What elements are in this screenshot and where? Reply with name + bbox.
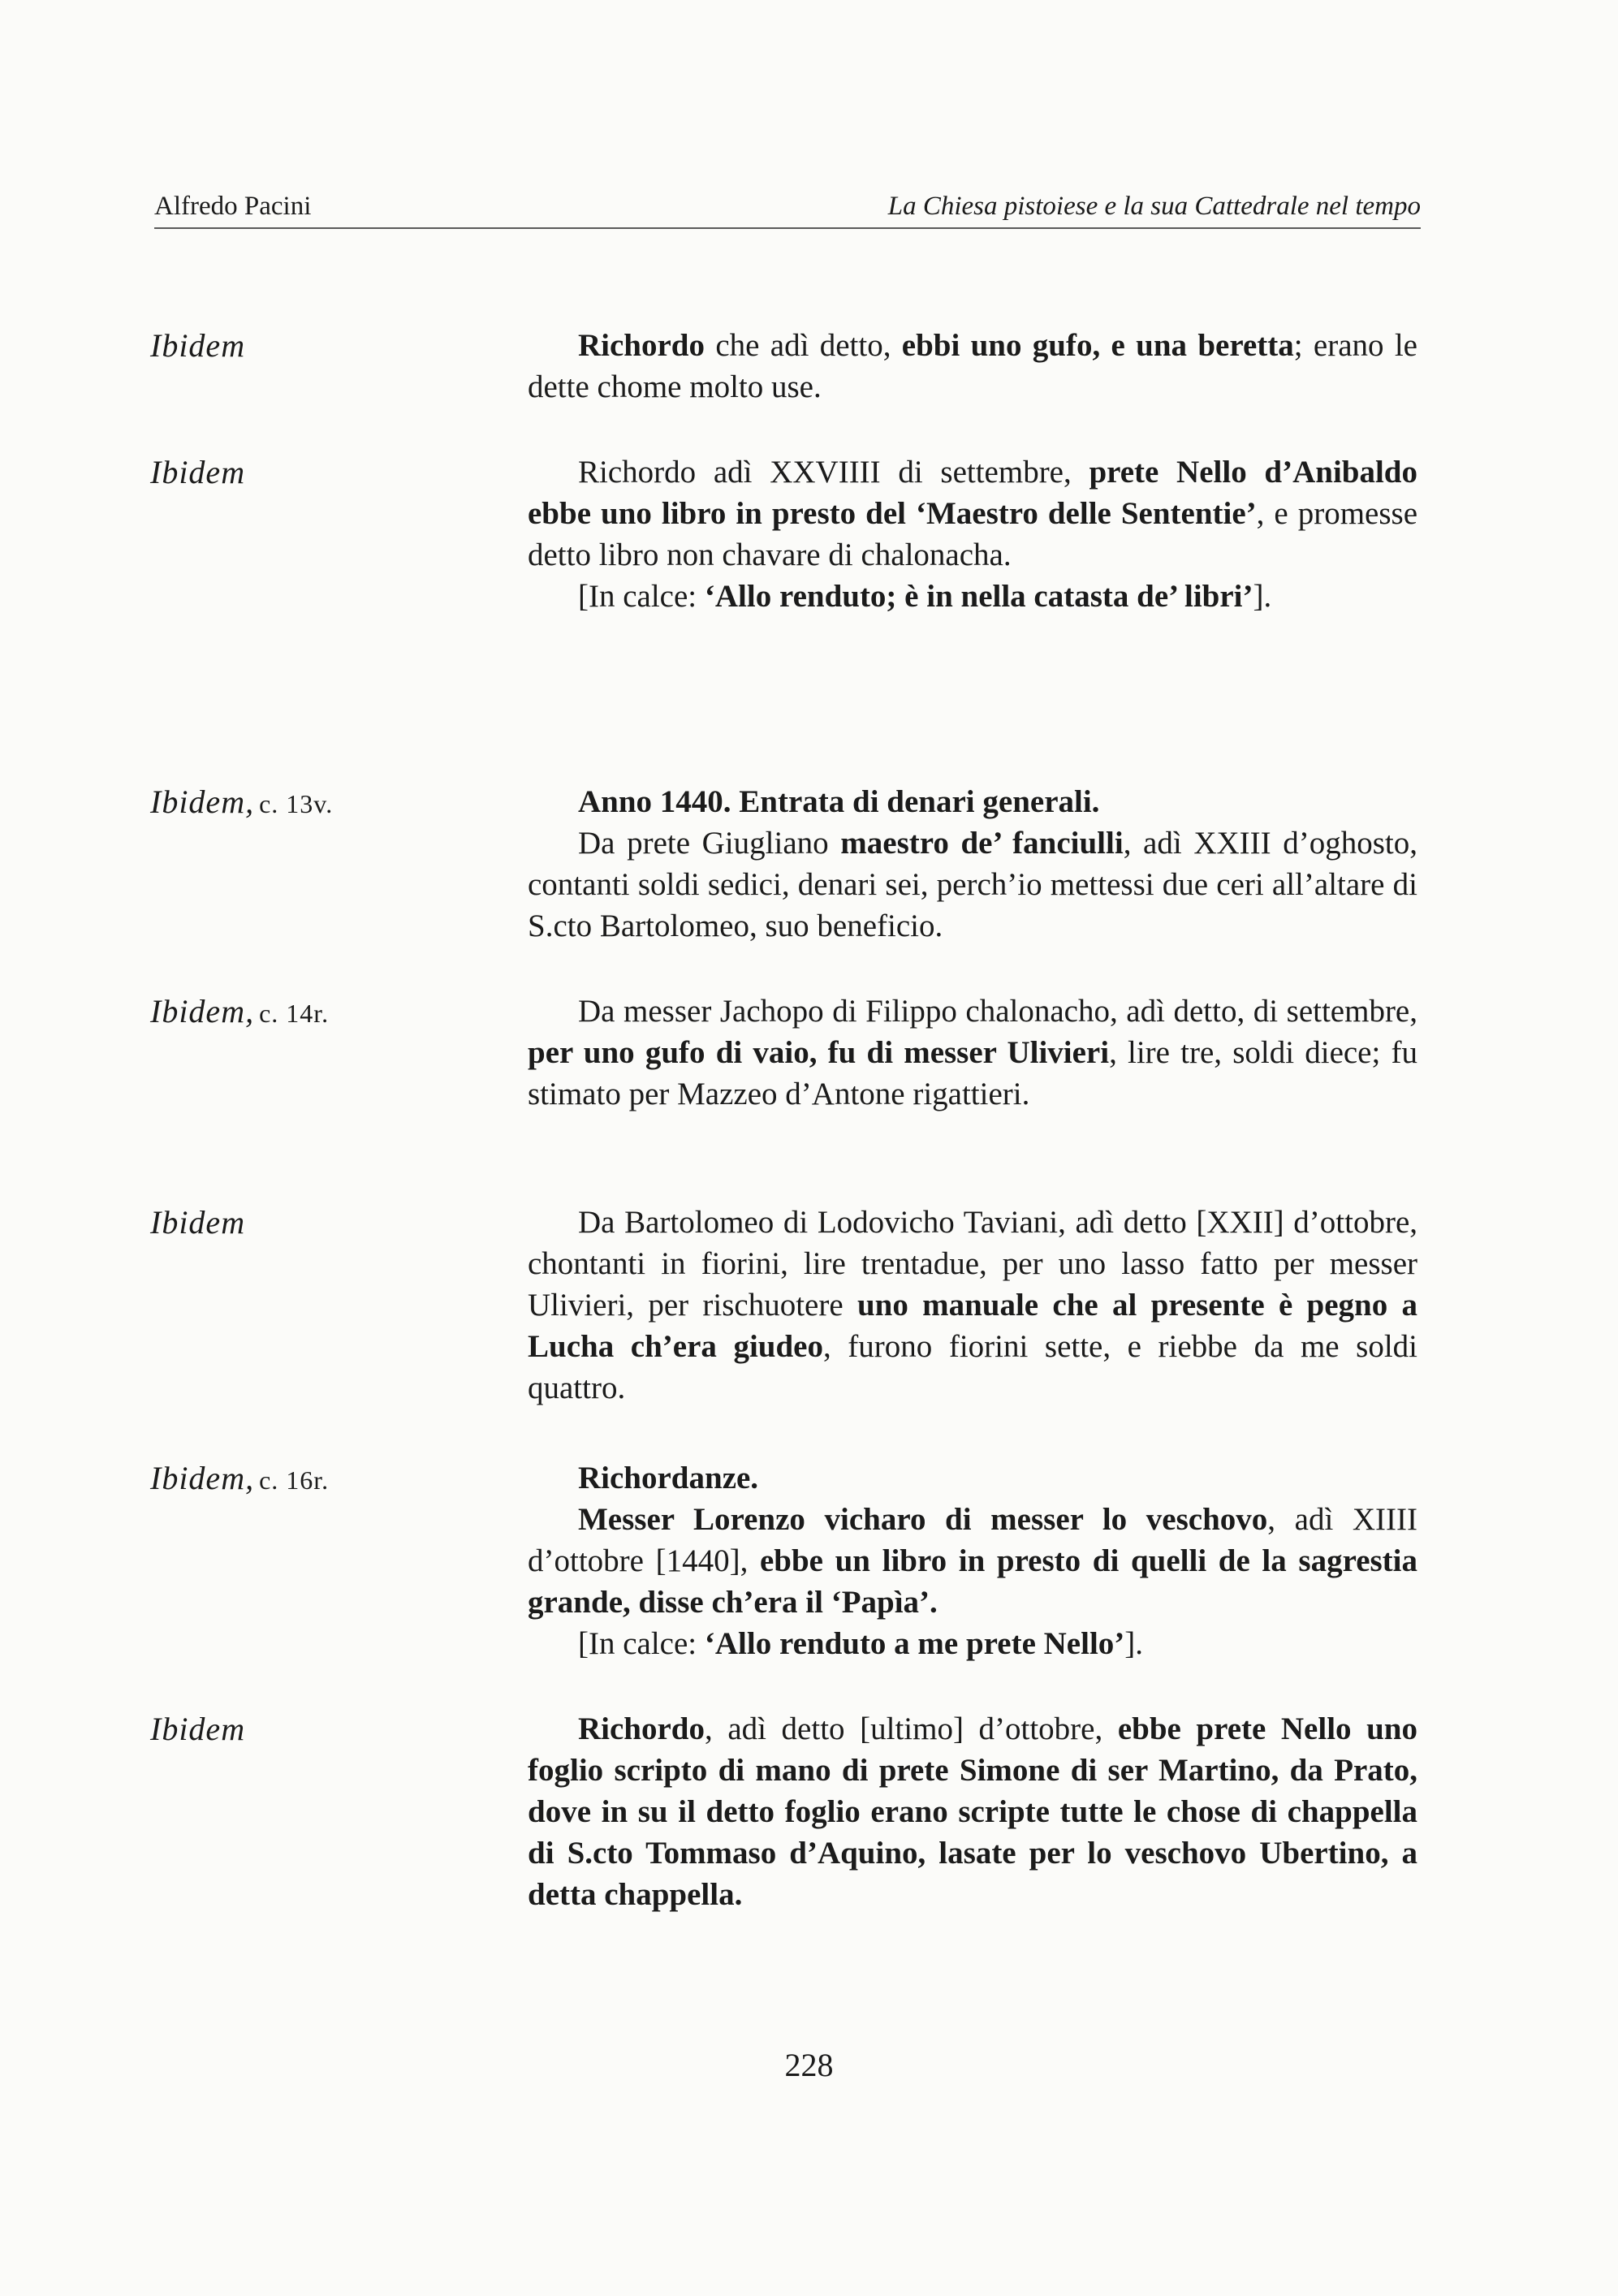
- text-segment: , furono fiorini sette, e riebbe da me soldi quattro.: [528, 1329, 1418, 1405]
- entry-citation: [150, 451, 491, 494]
- text-segment: , adì XXIII d’oghosto, contanti soldi sedici, denari sei, perch’io mettessi due ceri all’altare di S.cto Bartolomeo, suo beneficio.: [528, 826, 1417, 943]
- citation-source: Ibidem,: [150, 1460, 255, 1496]
- citation-folio: c. 13v.: [259, 789, 334, 818]
- entry-paragraph: [528, 1202, 1417, 1409]
- text-segment: Da prete Giugliano: [578, 826, 841, 861]
- text-segment: , e promesse detto libro non chavare di chalonacha.: [528, 496, 1417, 572]
- entry-paragraph: [528, 1708, 1417, 1915]
- entry-note: [528, 576, 1417, 617]
- entry-paragraph: [528, 325, 1417, 408]
- entry-paragraph: [528, 990, 1417, 1115]
- entry-text: [528, 1708, 1417, 1915]
- entry-text: [528, 1202, 1417, 1409]
- text-segment: Richordo: [578, 328, 705, 363]
- entry-text: [528, 1457, 1417, 1664]
- entry-paragraph: [528, 451, 1417, 576]
- entry-citation: [150, 781, 491, 825]
- entry-heading: Richordanze.: [578, 1461, 759, 1495]
- text-segment: , lire tre, soldi diece; fu stimato per Mazzeo d’Antone rigattieri.: [528, 1035, 1417, 1111]
- text-segment: Richordo: [578, 1711, 705, 1746]
- note-quote: ‘Allo renduto a me prete Nello’: [704, 1626, 1125, 1661]
- citation-source: Ibidem,: [150, 993, 255, 1029]
- entry-text: [528, 781, 1417, 947]
- text-segment: ebbe un libro in presto di quelli de la sagrestia grande, disse ch’era il ‘Papìa’.: [528, 1543, 1418, 1620]
- entry-citation: [150, 325, 491, 367]
- text-segment: , adì XIIII d’ottobre [1440],: [528, 1502, 1417, 1578]
- citation-source: Ibidem: [150, 454, 246, 490]
- page-number: 228: [784, 2047, 834, 2083]
- running-head-book-title: La Chiesa pistoiese e la sua Cattedrale nel tempo: [887, 192, 1421, 221]
- text-segment: ebbe prete Nello uno foglio scripto di mano di prete Simone di ser Martino, da Prato, dove in su il detto foglio erano scripte tutte le chose di chappella di S.cto Tommaso d’Aquino, lasate per lo veschovo Ubertino, a detta chappella.: [528, 1711, 1417, 1912]
- note-quote: ‘Allo renduto; è in nella catasta de’ libri’: [704, 579, 1253, 614]
- entry-citation: [150, 990, 491, 1034]
- text-segment: maestro de’ fanciulli: [840, 826, 1124, 861]
- text-segment: , adì detto [ultimo] d’ottobre,: [705, 1711, 1118, 1746]
- text-segment: ebbi uno gufo, e una beretta: [901, 328, 1294, 363]
- entry-text: [528, 990, 1417, 1115]
- entry-text: [528, 451, 1417, 617]
- entry-citation: [150, 1202, 491, 1244]
- text-segment: adì XXVIIII di settembre,: [696, 455, 1089, 490]
- text-segment: per uno gufo di vaio, fu di messer Ulivieri: [528, 1035, 1110, 1070]
- citation-source: Ibidem: [150, 327, 246, 364]
- entry-paragraph: [528, 822, 1417, 947]
- citation-source: Ibidem: [150, 1204, 246, 1241]
- note-suffix: ].: [1253, 579, 1272, 614]
- citation-folio: c. 14r.: [259, 999, 330, 1028]
- entry-text: [528, 325, 1417, 408]
- text-segment: Da messer Jachopo di Filippo chalonacho, adì detto, di settembre,: [578, 994, 1417, 1029]
- text-segment: Messer Lorenzo vicharo di messer lo veschovo: [578, 1502, 1268, 1537]
- citation-source: Ibidem,: [150, 783, 255, 820]
- note-prefix: [In calce:: [578, 1626, 705, 1661]
- entry-paragraph: [528, 1499, 1417, 1623]
- entry-citation: [150, 1457, 491, 1501]
- entry-heading: Anno 1440. Entrata di denari generali.: [578, 784, 1100, 819]
- citation-folio: c. 16r.: [259, 1465, 330, 1495]
- text-segment: ; erano le dette chome molto use.: [528, 328, 1417, 404]
- entry-citation: [150, 1708, 491, 1750]
- text-segment: uno manuale che al presente è pegno a Lucha ch’era giudeo: [528, 1288, 1417, 1364]
- citation-source: Ibidem: [150, 1711, 246, 1747]
- entry-note: [528, 1623, 1417, 1664]
- note-suffix: ].: [1124, 1626, 1144, 1661]
- text-segment: Da Bartolomeo di Lodovicho Taviani, adì detto [XXII] d’ottobre, chontanti in fiorini, lire trentadue, per uno lasso fatto per messer Ulivieri, per rischuotere: [528, 1205, 1417, 1323]
- text-segment: Richordo: [578, 455, 697, 490]
- note-prefix: [In calce:: [578, 579, 705, 614]
- running-head-author: Alfredo Pacini: [154, 192, 312, 221]
- text-segment: che adì detto,: [705, 328, 902, 363]
- text-segment: prete Nello d’Anibaldo ebbe uno libro in presto del ‘Maestro delle Sententie’: [528, 455, 1417, 531]
- running-head: [154, 188, 1421, 229]
